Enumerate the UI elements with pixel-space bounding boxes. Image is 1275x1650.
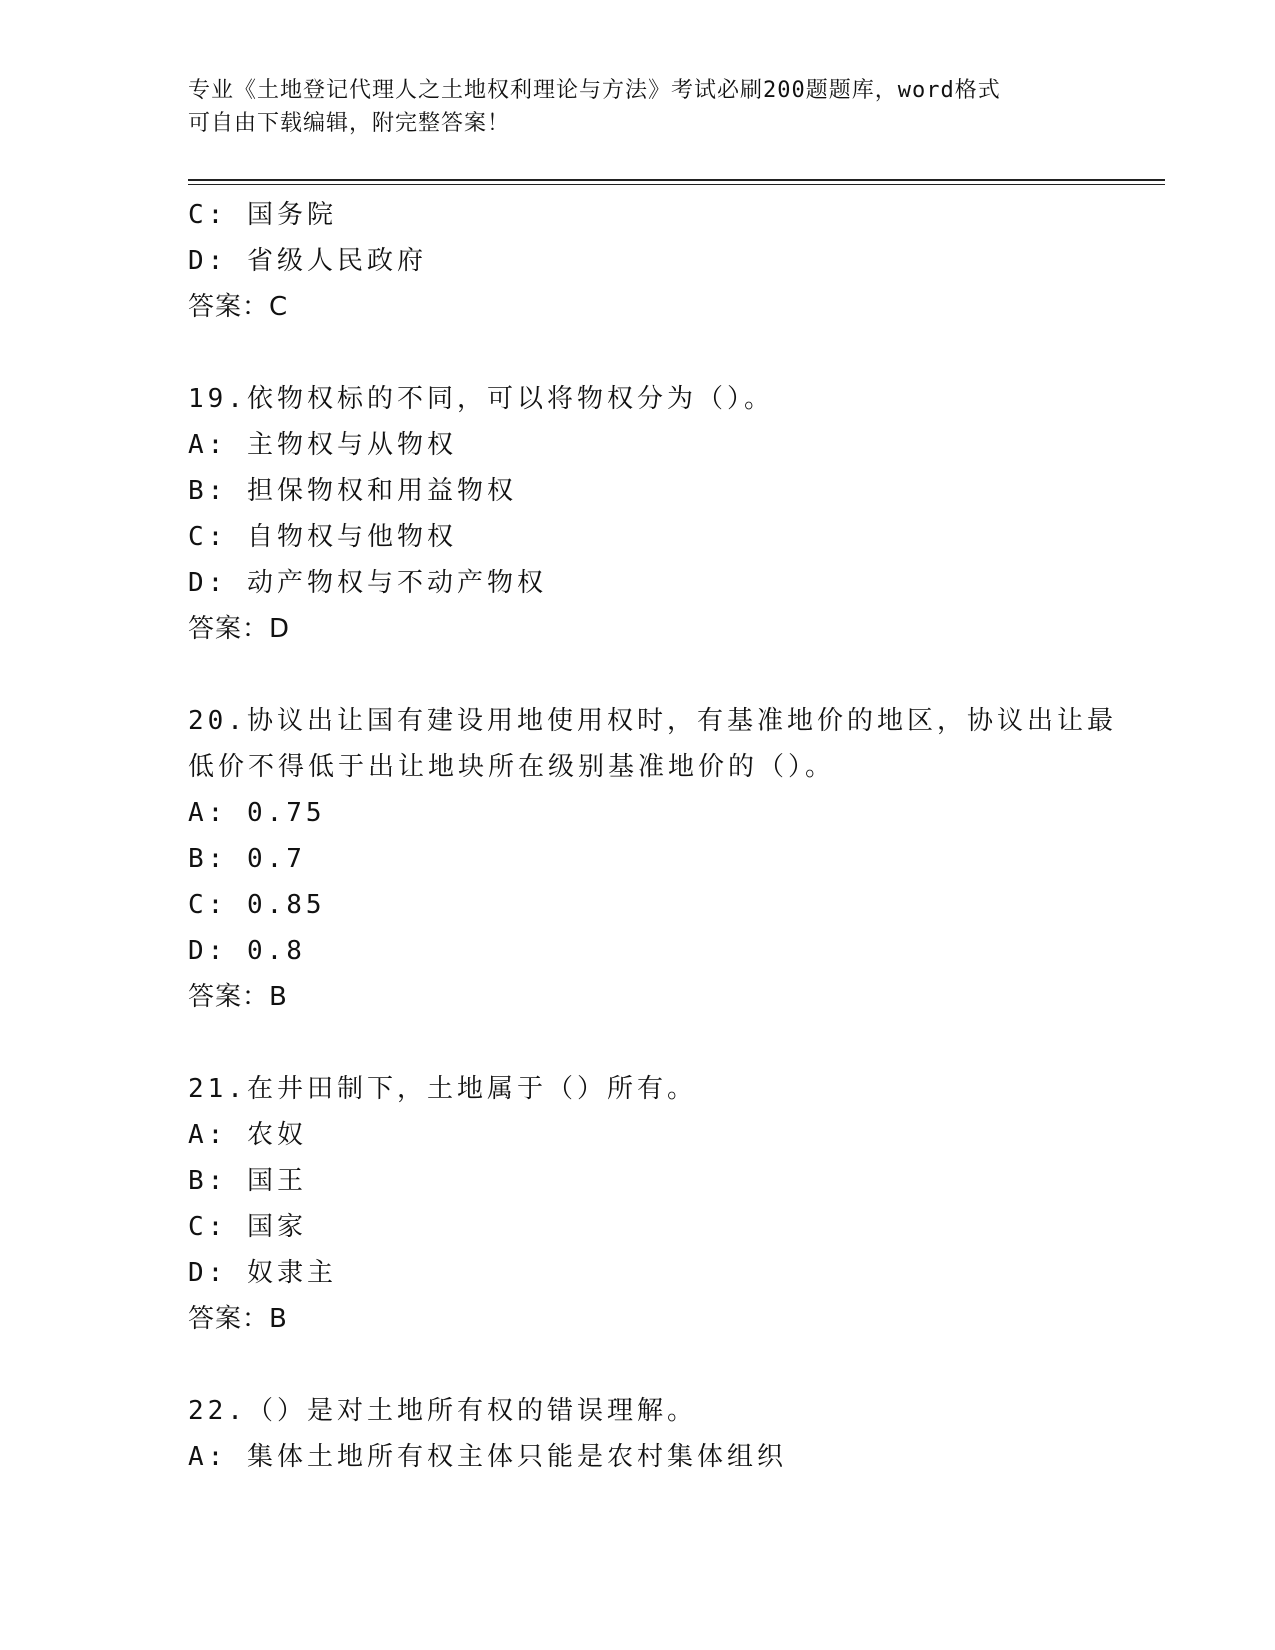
header-divider-thick: [188, 179, 1165, 181]
question-block-19: [188, 376, 1118, 652]
question-stem-line-1: 20.协议出让国有建设用地使用权时，有基准地价的地区，协议出让最: [188, 706, 1117, 736]
question-stem: 21.在井田制下，土地属于（）所有。: [188, 1074, 697, 1104]
spacer: [188, 1020, 1118, 1066]
spacer: [188, 652, 1118, 698]
question-block-22: [188, 1388, 1118, 1480]
document-header: [188, 74, 1068, 140]
answer-line: 答案：D: [188, 614, 291, 644]
header-line-1: 专业《土地登记代理人之土地权利理论与方法》考试必刷200题题库，word格式: [188, 78, 1001, 103]
option-c: C: 0.85: [188, 890, 326, 920]
answer-line: 答案：B: [188, 1304, 288, 1334]
option-d: D: 奴隶主: [188, 1258, 337, 1288]
option-a: A: 0.75: [188, 798, 326, 828]
option-b: B: 担保物权和用益物权: [188, 476, 517, 506]
answer-line: 答案：C: [188, 292, 289, 322]
question-block-20: [188, 698, 1118, 1020]
option-a: A: 集体土地所有权主体只能是农村集体组织: [188, 1442, 787, 1472]
option-b: B: 0.7: [188, 844, 306, 874]
header-divider-thin: [188, 184, 1165, 185]
option-d: D: 动产物权与不动产物权: [188, 568, 547, 598]
option-d: D: 0.8: [188, 936, 306, 966]
option-b: B: 国王: [188, 1166, 307, 1196]
option-c: C: 国家: [188, 1212, 307, 1242]
option-a: A: 农奴: [188, 1120, 307, 1150]
option-a: A: 主物权与从物权: [188, 430, 457, 460]
option-c: C: 自物权与他物权: [188, 522, 457, 552]
question-stem-line-2: 低价不得低于出让地块所在级别基准地价的（）。: [188, 752, 836, 782]
question-stem: 22.（）是对土地所有权的错误理解。: [188, 1396, 697, 1426]
question-list: [188, 192, 1118, 1480]
header-line-2: 可自由下载编辑，附完整答案！: [188, 111, 511, 136]
spacer: [188, 330, 1118, 376]
answer-line: 答案：B: [188, 982, 288, 1012]
spacer: [188, 1342, 1118, 1388]
question-stem: 19.依物权标的不同，可以将物权分为（）。: [188, 384, 774, 414]
option-c: C: 国务院: [188, 200, 337, 230]
question-block-18: [188, 192, 1118, 330]
option-d: D: 省级人民政府: [188, 246, 427, 276]
question-block-21: [188, 1066, 1118, 1342]
